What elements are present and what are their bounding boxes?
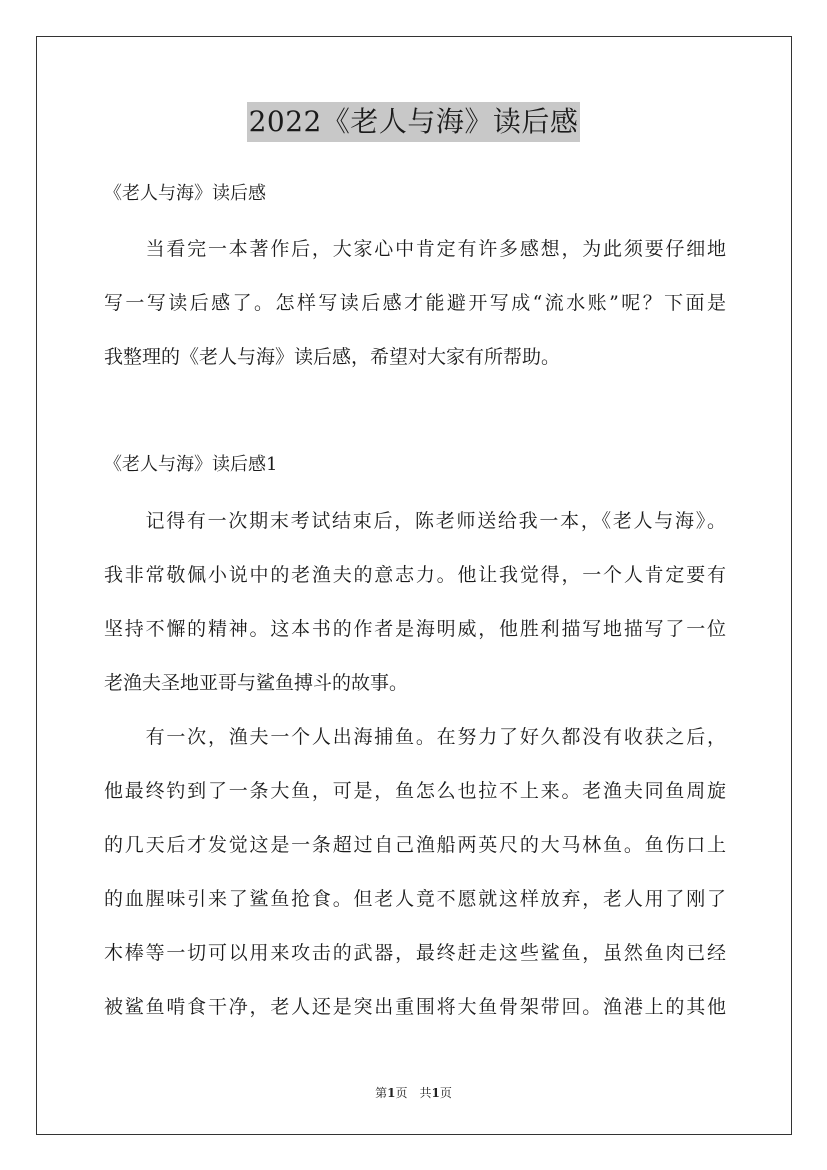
footer-page-suffix: 页 共 bbox=[395, 1086, 432, 1100]
paragraph2-line-1: 有一次，渔夫一个人出海捕鱼。在努力了好久都没有收获之后， bbox=[104, 726, 726, 748]
document-subtitle: 《老人与海》读后感 bbox=[104, 183, 266, 204]
footer-page-number: 1 bbox=[387, 1086, 396, 1100]
section-heading: 《老人与海》读后感1 bbox=[104, 454, 278, 475]
paragraph2-line-3: 的几天后才发觉这是一条超过自己渔船两英尺的大马林鱼。鱼伤口上 bbox=[104, 834, 726, 856]
paragraph1-line-2: 我非常敬佩小说中的老渔夫的意志力。他让我觉得，一个人肯定要有 bbox=[104, 564, 726, 586]
paragraph1-line-4: 老渔夫圣地亚哥与鲨鱼搏斗的故事。 bbox=[104, 672, 409, 694]
paragraph2-line-5: 木棒等一切可以用来攻击的武器，最终赶走这些鲨鱼，虽然鱼肉已经 bbox=[104, 942, 726, 964]
intro-line-2: 写一写读后感了。怎样写读后感才能避开写成“流水账”呢？下面是 bbox=[104, 292, 726, 314]
footer-page-prefix: 第 bbox=[375, 1086, 388, 1100]
paragraph1-line-3: 坚持不懈的精神。这本书的作者是海明威，他胜利描写地描写了一位 bbox=[104, 618, 726, 640]
paragraph1-line-1: 记得有一次期末考试结束后，陈老师送给我一本，《老人与海》。 bbox=[104, 510, 726, 532]
intro-line-3: 我整理的《老人与海》读后感，希望对大家有所帮助。 bbox=[104, 346, 561, 368]
footer-total-pages: 1 bbox=[431, 1086, 440, 1100]
paragraph2-line-2: 他最终钓到了一条大鱼，可是，鱼怎么也拉不上来。老渔夫同鱼周旋 bbox=[104, 780, 726, 802]
paragraph2-line-4: 的血腥味引来了鲨鱼抢食。但老人竟不愿就这样放弃，老人用了刚了 bbox=[104, 888, 726, 910]
paragraph2-line-6: 被鲨鱼啃食干净，老人还是突出重围将大鱼骨架带回。渔港上的其他 bbox=[104, 996, 726, 1018]
intro-line-1: 当看完一本著作后，大家心中肯定有许多感想，为此须要仔细地 bbox=[104, 238, 726, 260]
footer-total-suffix: 页 bbox=[439, 1086, 452, 1100]
document-title: 2022《老人与海》读后感 bbox=[247, 102, 581, 142]
title-container bbox=[0, 102, 827, 142]
page-footer bbox=[0, 1085, 827, 1101]
